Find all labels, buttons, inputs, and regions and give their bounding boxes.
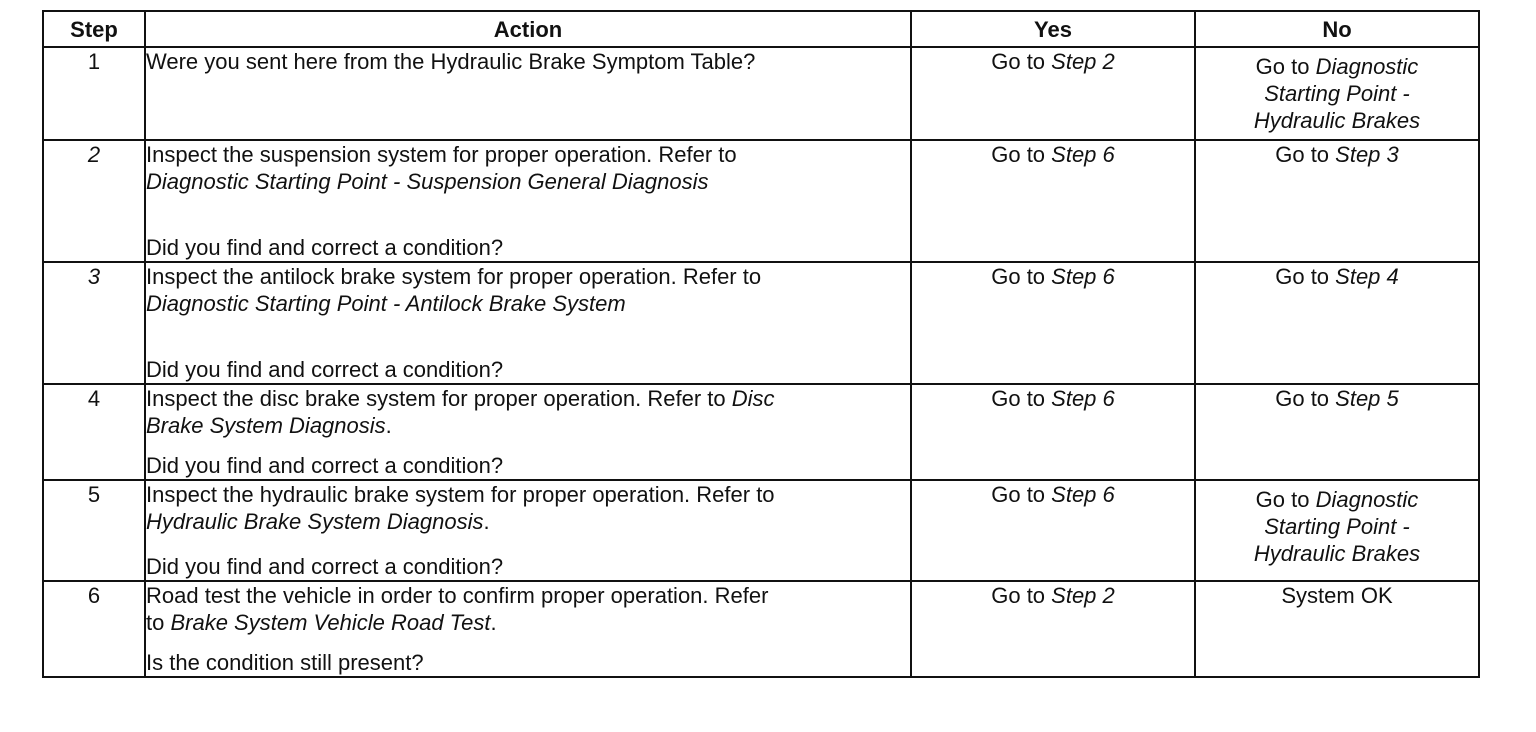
action-to: to xyxy=(146,610,171,635)
table-row xyxy=(43,480,1479,581)
step-number: 4 xyxy=(43,384,145,480)
action-cell xyxy=(145,140,911,262)
table-row xyxy=(43,140,1479,262)
no-result: System OK xyxy=(1281,583,1393,608)
no-cell xyxy=(1195,140,1479,262)
header-yes: Yes xyxy=(911,11,1195,47)
no-ref-line: Hydraulic Brakes xyxy=(1253,541,1421,566)
step-number: 1 xyxy=(43,47,145,140)
yes-cell xyxy=(911,384,1195,480)
table-row xyxy=(43,384,1479,480)
yes-cell xyxy=(911,140,1195,262)
yes-prefix: Go to xyxy=(991,49,1052,74)
table-row xyxy=(43,581,1479,677)
yes-cell xyxy=(911,262,1195,384)
action-reference: Diagnostic Starting Point - Suspension General Diagnosis xyxy=(146,169,709,194)
header-action: Action xyxy=(145,11,911,47)
no-ref-line: Diagnostic xyxy=(1315,487,1419,512)
action-text: Inspect the antilock brake system for proper operation. Refer to xyxy=(146,264,762,289)
yes-step-ref: Step 6 xyxy=(1051,142,1115,167)
diagnostic-table-container xyxy=(42,10,1480,678)
no-ref-line: Starting Point - xyxy=(1264,514,1410,539)
action-question: Did you find and correct a condition? xyxy=(146,235,504,260)
no-prefix: Go to xyxy=(1275,386,1336,411)
action-cell xyxy=(145,581,911,677)
yes-prefix: Go to xyxy=(991,482,1052,507)
action-tail: . xyxy=(385,413,392,438)
no-cell xyxy=(1195,480,1479,581)
action-text: Road test the vehicle in order to confirm proper operation. Refer xyxy=(146,583,769,608)
step-number: 3 xyxy=(43,262,145,384)
step-number: 2 xyxy=(43,140,145,262)
action-reference: Disc xyxy=(731,386,775,411)
action-question: Did you find and correct a condition? xyxy=(146,357,504,382)
action-question: Did you find and correct a condition? xyxy=(146,554,504,579)
action-reference: Hydraulic Brake System Diagnosis xyxy=(146,509,484,534)
action-text: Inspect the disc brake system for proper operation. Refer to xyxy=(146,386,726,411)
no-prefix: Go to xyxy=(1255,487,1316,512)
action-question: Is the condition still present? xyxy=(146,650,424,675)
yes-prefix: Go to xyxy=(991,142,1052,167)
no-ref-line: Hydraulic Brakes xyxy=(1253,108,1421,133)
table-row xyxy=(43,47,1479,140)
no-prefix: Go to xyxy=(1255,54,1316,79)
yes-cell xyxy=(911,480,1195,581)
step-number: 5 xyxy=(43,480,145,581)
no-cell xyxy=(1195,47,1479,140)
no-cell xyxy=(1195,262,1479,384)
action-text: Inspect the suspension system for proper operation. Refer to xyxy=(146,142,737,167)
action-reference: Brake System Vehicle Road Test xyxy=(170,610,491,635)
no-cell xyxy=(1195,581,1479,677)
action-question: Did you find and correct a condition? xyxy=(146,453,504,478)
yes-cell xyxy=(911,47,1195,140)
yes-step-ref: Step 6 xyxy=(1051,264,1115,289)
yes-cell xyxy=(911,581,1195,677)
action-cell xyxy=(145,480,911,581)
header-step: Step xyxy=(43,11,145,47)
no-step-ref: Step 4 xyxy=(1335,264,1399,289)
no-ref-line: Diagnostic xyxy=(1315,54,1419,79)
no-step-ref: Step 3 xyxy=(1335,142,1399,167)
table-header-row xyxy=(43,11,1479,47)
action-cell xyxy=(145,384,911,480)
action-tail: . xyxy=(490,610,497,635)
table-row xyxy=(43,262,1479,384)
yes-prefix: Go to xyxy=(991,386,1052,411)
yes-step-ref: Step 6 xyxy=(1051,386,1115,411)
step-number: 6 xyxy=(43,581,145,677)
action-text: Inspect the hydraulic brake system for proper operation. Refer to xyxy=(146,482,775,507)
action-tail: . xyxy=(483,509,490,534)
no-cell xyxy=(1195,384,1479,480)
action-cell xyxy=(145,262,911,384)
action-cell xyxy=(145,47,911,140)
action-reference: Diagnostic Starting Point - Antilock Brake System xyxy=(146,291,626,316)
header-no: No xyxy=(1195,11,1479,47)
diagnostic-table xyxy=(42,10,1480,678)
yes-step-ref: Step 2 xyxy=(1051,583,1115,608)
yes-step-ref: Step 6 xyxy=(1051,482,1115,507)
yes-step-ref: Step 2 xyxy=(1051,49,1115,74)
no-prefix: Go to xyxy=(1275,264,1336,289)
yes-prefix: Go to xyxy=(991,264,1052,289)
action-text: Were you sent here from the Hydraulic Brake Symptom Table? xyxy=(146,49,756,74)
no-ref-line: Starting Point - xyxy=(1264,81,1410,106)
action-reference: Brake System Diagnosis xyxy=(146,413,386,438)
yes-prefix: Go to xyxy=(991,583,1052,608)
no-step-ref: Step 5 xyxy=(1335,386,1399,411)
no-prefix: Go to xyxy=(1275,142,1336,167)
